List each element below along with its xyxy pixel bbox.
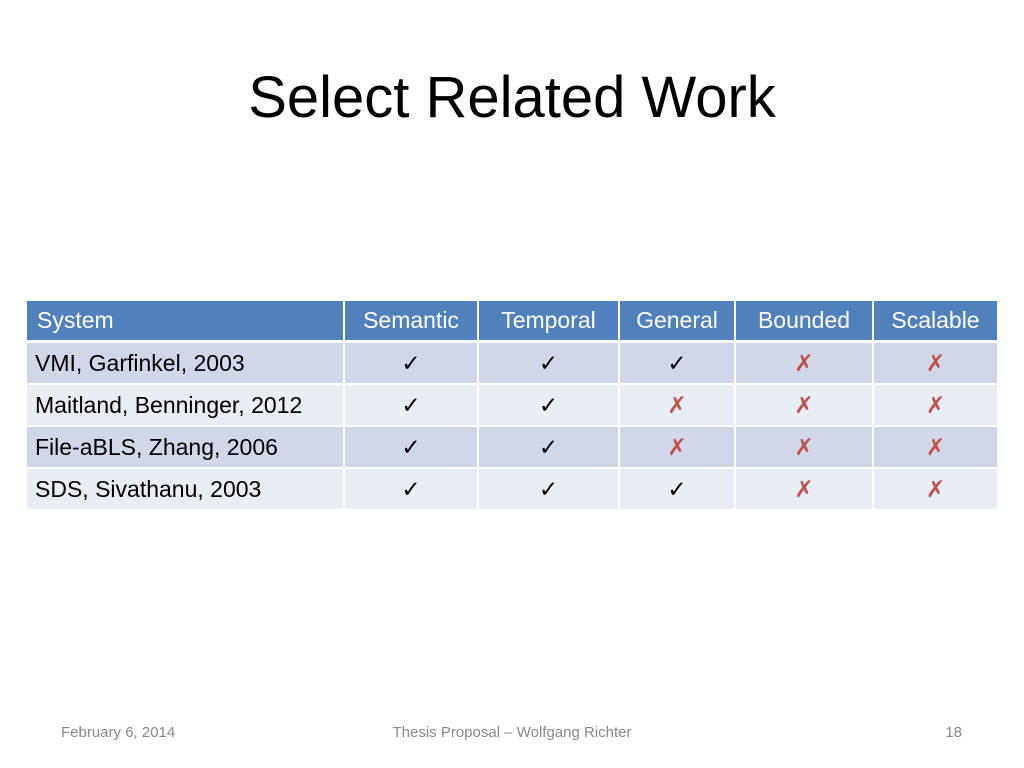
table-row [27, 342, 997, 385]
cross-icon: ✗ [873, 384, 997, 426]
check-icon: ✓ [619, 342, 735, 385]
system-cell: SDS, Sivathanu, 2003 [27, 468, 344, 510]
slide-title: Select Related Work [248, 65, 776, 130]
system-cell: File-aBLS, Zhang, 2006 [27, 426, 344, 468]
header-general: General [619, 301, 735, 342]
check-icon: ✓ [478, 468, 619, 510]
check-icon: ✓ [344, 384, 478, 426]
check-icon: ✓ [344, 342, 478, 385]
cross-icon: ✗ [873, 468, 997, 510]
cross-icon: ✗ [619, 384, 735, 426]
header-system: System [27, 301, 344, 342]
cross-icon: ✗ [873, 426, 997, 468]
check-icon: ✓ [478, 426, 619, 468]
footer-date: February 6, 2014 [61, 724, 176, 741]
system-cell: Maitland, Benninger, 2012 [27, 384, 344, 426]
footer-title: Thesis Proposal – Wolfgang Richter [392, 724, 632, 741]
cross-icon: ✗ [619, 426, 735, 468]
header-semantic: Semantic [344, 301, 478, 342]
table-row [27, 384, 997, 426]
check-icon: ✓ [619, 468, 735, 510]
check-icon: ✓ [478, 342, 619, 385]
related-work-table [27, 301, 997, 511]
header-scalable: Scalable [873, 301, 997, 342]
cross-icon: ✗ [735, 426, 873, 468]
check-icon: ✓ [344, 468, 478, 510]
check-icon: ✓ [344, 426, 478, 468]
header-bounded: Bounded [735, 301, 873, 342]
system-cell: VMI, Garfinkel, 2003 [27, 342, 344, 385]
cross-icon: ✗ [873, 342, 997, 385]
check-icon: ✓ [478, 384, 619, 426]
footer-page-number: 18 [945, 724, 962, 741]
header-temporal: Temporal [478, 301, 619, 342]
table-header-row [27, 301, 997, 342]
cross-icon: ✗ [735, 384, 873, 426]
cross-icon: ✗ [735, 468, 873, 510]
cross-icon: ✗ [735, 342, 873, 385]
table-row [27, 468, 997, 510]
table-row [27, 426, 997, 468]
